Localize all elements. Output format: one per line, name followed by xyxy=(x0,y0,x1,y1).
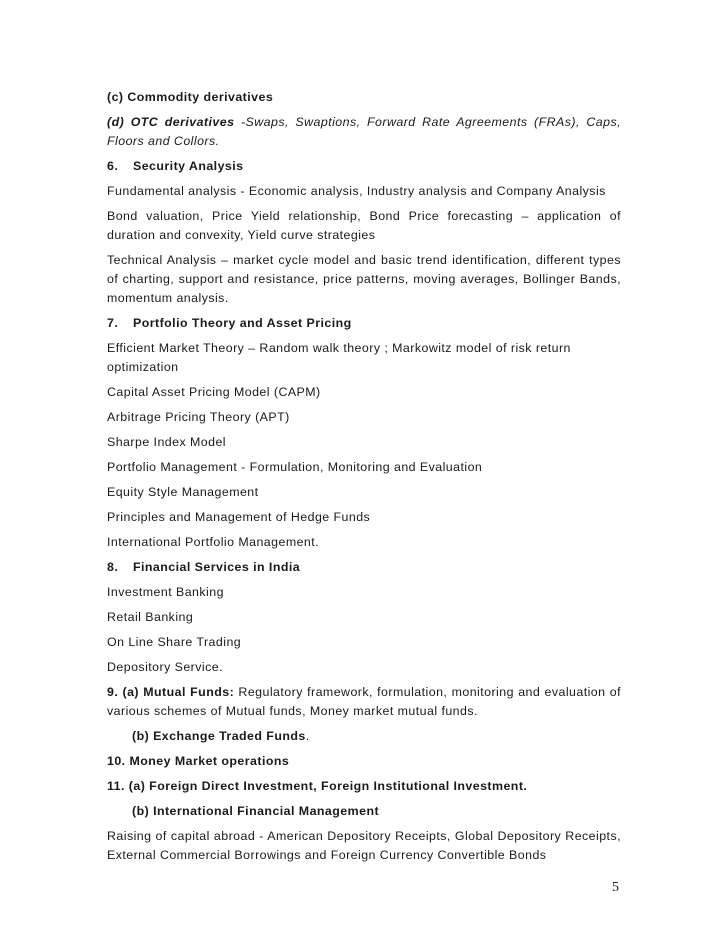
section-8-item: Retail Banking xyxy=(107,610,194,624)
section-7-heading xyxy=(107,314,621,333)
mutual-funds-text: Regulatory framework, formulation, monitoring and evaluation of various schemes of Mutual funds, Money market mutual funds. xyxy=(107,685,621,718)
section-8-item: On Line Share Trading xyxy=(107,635,242,649)
section-6-item: Technical Analysis – market cycle model and basic trend identification, different types of charting, support and resistance, price patterns, moving averages, Bollinger Bands, momentum analysis. xyxy=(107,253,621,305)
etf-suffix: . xyxy=(305,729,310,743)
section-number: 8. xyxy=(107,560,119,574)
otc-derivatives-heading: (d) OTC derivatives xyxy=(107,115,235,129)
section-title: Financial Services in India xyxy=(133,560,301,574)
commodity-derivatives-heading: (c) Commodity derivatives xyxy=(107,90,274,104)
section-11a-heading: 11. (a) Foreign Direct Investment, Foreign Institutional Investment. xyxy=(107,779,528,793)
section-6-item: Bond valuation, Price Yield relationship, Bond Price forecasting – application of duration and convexity, Yield curve strategies xyxy=(107,209,621,242)
section-11-text: Raising of capital abroad - American Depository Receipts, Global Depository Receipts, External Commercial Borrowings and Foreign Currency Convertible Bonds xyxy=(107,829,621,862)
section-8-item: Depository Service. xyxy=(107,660,223,674)
etf-heading: (b) Exchange Traded Funds xyxy=(132,729,306,743)
section-7-item: Arbitrage Pricing Theory (APT) xyxy=(107,410,290,424)
section-title: Security Analysis xyxy=(133,159,244,173)
mutual-funds-heading: 9. (a) Mutual Funds: xyxy=(107,685,235,699)
section-7-item: Principles and Management of Hedge Funds xyxy=(107,510,371,524)
section-number: 7. xyxy=(107,316,119,330)
otc-derivatives-text: -Swaps, Swaptions, Forward Rate Agreements (FRAs), Caps, Floors and Collors. xyxy=(107,115,621,148)
section-7-item: Portfolio Management - Formulation, Monitoring and Evaluation xyxy=(107,460,483,474)
section-8-item: Investment Banking xyxy=(107,585,224,599)
otc-derivatives-paragraph xyxy=(107,113,621,151)
section-7-item: Sharpe Index Model xyxy=(107,435,226,449)
section-8-heading xyxy=(107,558,621,577)
section-9b-paragraph xyxy=(107,727,621,746)
section-11b-heading: (b) International Financial Management xyxy=(132,804,380,818)
section-10-heading: 10. Money Market operations xyxy=(107,754,290,768)
section-title: Portfolio Theory and Asset Pricing xyxy=(133,316,352,330)
section-7-item: Equity Style Management xyxy=(107,485,259,499)
section-9a-paragraph xyxy=(107,683,621,721)
section-7-item: International Portfolio Management. xyxy=(107,535,320,549)
section-7-item: Capital Asset Pricing Model (CAPM) xyxy=(107,385,321,399)
page-number: 5 xyxy=(612,880,619,895)
page-content xyxy=(107,88,621,871)
section-7-item: Efficient Market Theory – Random walk theory ; Markowitz model of risk return optimization xyxy=(107,341,571,374)
section-6-heading xyxy=(107,157,621,176)
section-6-item: Fundamental analysis - Economic analysis, Industry analysis and Company Analysis xyxy=(107,184,606,198)
section-number: 6. xyxy=(107,159,119,173)
